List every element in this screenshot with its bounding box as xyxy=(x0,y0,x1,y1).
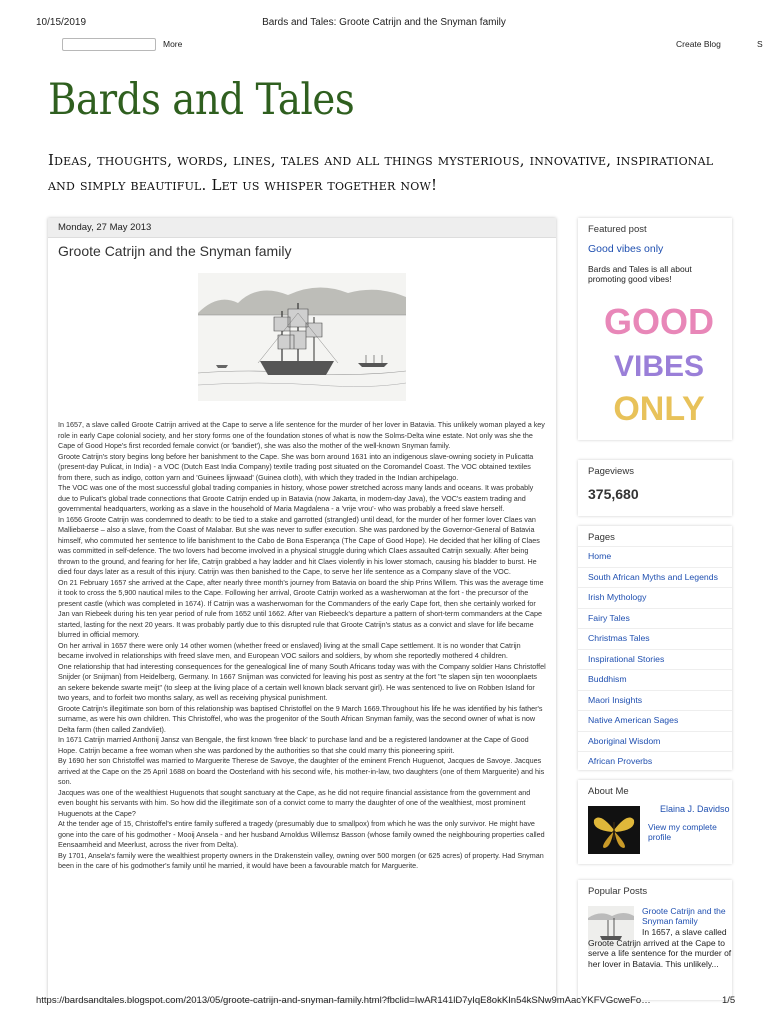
page-link-fairy-tales[interactable]: Fairy Tales xyxy=(578,608,732,629)
view-profile-link[interactable]: View my complete profile xyxy=(648,822,717,842)
featured-post-link[interactable]: Good vibes only xyxy=(588,243,664,255)
blogger-navbar xyxy=(0,36,768,54)
post-paragraph: By 1690 her son Christoffel was married to Marguerite Therese de Savoye, the daughter of the eminent French Huguenot, Jacques de Savoye. Jacques arrived at the Cape on the 25 April 1688 on board the Oosterland with his second wife, his mother-in-law, two daughters (one of them Marguerite) and his son. xyxy=(58,756,545,786)
post-paragraph: By 1701, Ansela's family were the wealthiest property owners in the Drakenstein valley, owning over 500 morgen (or 625 acres) of property. Had Snyman been in the care of his godmother's family until he married, it would have been a favourable match for Marguerite. xyxy=(58,850,544,870)
print-date: 10/15/2019 xyxy=(36,17,87,28)
popular-post-title-link[interactable]: Groote Catrijn and the Snyman family xyxy=(642,906,726,926)
about-me-heading: About Me xyxy=(588,786,629,797)
featured-post-description: Bards and Tales is all about promoting good vibes! xyxy=(588,264,692,284)
post-paragraph: In 1671 Catrijn married Anthonij Jansz van Bengale, the first known 'free black' to purchase land and be a registered landowner at the Cape of Good Hope. Catrijn became a free woman when she was pardoned by the authorities so that she could marry this pioneering spirit. xyxy=(58,735,529,755)
post-title: Groote Catrijn and the Snyman family xyxy=(58,243,292,259)
post-paragraph: In 1657, a slave called Groote Catrijn arrived at the Cape to serve a life sentence for the murder of her lover in Batavia. This unlikely woman played a key role in early Cape colonial society, and her story forms one of the foundation stones of what is now the Solms-Delta wine estate. Not only was she the Cape of Good Hope's first recorded female convict (or 'bandiet'), she was also the mother of the well-known Snyman family. xyxy=(58,420,545,450)
pages-heading: Pages xyxy=(588,532,615,543)
about-me-widget xyxy=(578,780,732,864)
pageviews-heading: Pageviews xyxy=(588,466,634,477)
print-url: https://bardsandtales.blogspot.com/2013/05/groote-catrijn-and-snyman-family.html?fbclid=IwAR141lD7yIqE8okKIn54kSNw9mAacYKFVGcweFo… xyxy=(36,995,651,1006)
blog-header xyxy=(48,70,748,198)
print-page-number: 1/5 xyxy=(722,995,736,1006)
good-vibes-image[interactable] xyxy=(603,294,715,429)
more-link[interactable]: More xyxy=(163,39,183,49)
blog-title[interactable]: Bards and Tales xyxy=(48,75,355,125)
butterfly-avatar-image[interactable] xyxy=(588,806,640,854)
featured-post-widget xyxy=(578,218,732,440)
pageviews-widget xyxy=(578,460,732,516)
page-link-native-american-sages[interactable]: Native American Sages xyxy=(578,710,732,731)
post-paragraph: At the tender age of 15, Christoffel's entire family suffered a tragedy (presumably due to smallpox) from which he was the only survivor. He might have gone into the care of his godmother - Mooij Ansela - and her husband Arnoldus Willemsz Basson (whose family owned the neighbouring properties called Eensaamheid and Meerlust, across the river from Delta). xyxy=(58,819,545,849)
navbar-search-input[interactable] xyxy=(62,38,156,51)
page-link-christmas-tales[interactable]: Christmas Tales xyxy=(578,628,732,649)
post-paragraph: Groote Catrijn's story begins long before her banishment to the Cape. She was born around 1631 into an indigenous slave-owning society in Pulicatta (present-day Pulicat, in India) - a VOC (Dutch East India Company) textile trading post situated on the Coromandel Coast. The VOC obtained textiles from there, such as indigo, cotton yarn and 'Guinees lijnwaad' (Guinea cloth), with which they traded in the Indian archipelago. xyxy=(58,451,534,482)
good-vibes-line-1: GOOD xyxy=(603,301,715,342)
print-header xyxy=(0,0,768,40)
post-paragraph: On her arrival in 1657 there were only 14 other women (whether freed or enslaved) living at the small Cape settlement. It is no wonder that Catrijn became involved in relationships with freed slave men, and European VOC sailors and soldiers, by whom she reportedly mothered 4 children. xyxy=(58,640,521,660)
post-body xyxy=(58,420,546,872)
sign-in-link[interactable]: S xyxy=(757,39,763,49)
pages-widget xyxy=(578,526,732,770)
page-link-aboriginal-wisdom[interactable]: Aboriginal Wisdom xyxy=(578,731,732,752)
popular-post-snippet: In 1657, a slave called Groote Catrijn arrived at the Cape to serve a life sentence for the murder of her lover in Batavia. This unlikely... xyxy=(588,927,732,969)
page-link-irish-mythology[interactable]: Irish Mythology xyxy=(578,587,732,608)
create-blog-link[interactable]: Create Blog xyxy=(676,39,721,49)
post-date: Monday, 27 May 2013 xyxy=(48,218,556,238)
pageviews-count: 375,680 xyxy=(588,486,639,502)
ship-illustration-image[interactable] xyxy=(198,273,406,401)
page-link-african-proverbs[interactable]: African Proverbs xyxy=(578,751,732,772)
post-paragraph: One relationship that had interesting consequences for the genealogical line of many South Africans today was with the Company soldier Hans Christoffel Snijder (or Snijman) from Heidelberg, Germany. In 1667 Snijman was convicted for leaving his post as sentry at the fort "te slapen sijn ten wooonplaets an sekere bekende swarte meijt" (to sleep at the living place of a certain well known black servant girl). He was sentenced to live on Robben Island for two years, and to forfeit two months salary, as well as receiving physical punishment. xyxy=(58,661,546,702)
post-card xyxy=(48,218,556,1000)
popular-posts-heading: Popular Posts xyxy=(588,886,648,897)
popular-posts-widget xyxy=(578,880,732,1000)
print-footer xyxy=(0,990,768,1024)
post-paragraph: Jacques was one of the wealthiest Huguenots that sought sanctuary at the Cape, as he did not require financial assistance from the government and even bought his servants with him. So how did the illegitimate son of a convict come to marry the daughter of one of the wealthiest, most prominent Huguenots at the Cape? xyxy=(58,787,531,818)
page-link-home[interactable]: Home xyxy=(578,546,732,567)
blog-tagline: Ideas, thoughts, words, lines, tales and all things mysterious, innovative, inspirational and simply beautiful. Let us whisper together now! xyxy=(48,151,714,194)
page-link-buddhism[interactable]: Buddhism xyxy=(578,669,732,690)
post-paragraph: Groote Catrijn's illegitimate son born of this relationship was baptised Christoffel on the 9 March 1669.Throughout his life he was identified by his father's surname, as were his own children. This Christoffel, who was the progenitor of the South African Snyman family, was the second owner of what is now Delta farm (then called Zandvliet). xyxy=(58,703,543,734)
post-paragraph: The VOC was one of the most successful global trading companies in history, whose power stretched across many lands and oceans. It was probably due to Pulicat's global trade connections that Groote Catrijn ended up in Batavia (now Jakarta, in modern-day Java), the VOC's eastern trading and governmental headquarters, working as a slave in the household of Maria Magdalena - a 'vrije vrou'- who was probably a freed slave herself. xyxy=(58,483,534,513)
post-paragraph: On 21 February 1657 she arrived at the Cape, after nearly three month's journey from Batavia on board the ship Prins Willem. This was the average time it took to cross the 5,900 nautical miles to the Cape. Following her arrival, Groote Catrijn worked as a washerwoman at the fort - the precursor of the present castle (which was completed in 1674). If Catrijn was a washerwoman for the Commanders of the early Cape fort, then she certainly worked for Jan van Riebeek during his ten year period of rule from 1652 until 1662. After van Riebeeck's departure a pattern of short-term commanders at the Cape started, lasting for the next 20 years. It was probably partly due to this disrupted rule that Groote Catrijn's status as a convict and slave for life became blurred in official memory. xyxy=(58,577,544,639)
featured-post-heading: Featured post xyxy=(588,224,647,235)
post-paragraph: In 1656 Groote Catrijn was condemned to death: to be tied to a stake and garrotted (strangled) until dead, for the murder of her former lover Claes van Malliebaerse – also a slave, from the Coast of Malabar. But she was never to suffer execution. She was pardoned by the Governor-General of Batavia himself, who commuted her sentence to life banishment to the Cabo de Bona Esperança (The Cape of Good Hope). He decided that her killing of Claes was committed in self-defence. The two lovers had become involved in a physical struggle during which Claes assaulted Catrijn sexually. After being thrown to the ground, and fearing for her life, Catrijn grabbed a hay ladder and hit Claes violently in his lower stomach, causing his bladder to burst. He died four days later as a result of this injury. Catrijn was then banished to the Cape, to serve her life sentence as a Company slave of the VOC. xyxy=(58,514,540,576)
good-vibes-line-3: ONLY xyxy=(613,390,705,428)
page-link-inspirational-stories[interactable]: Inspirational Stories xyxy=(578,649,732,670)
author-name-link[interactable]: Elaina J. Davidso xyxy=(660,804,730,814)
print-title: Bards and Tales: Groote Catrijn and the Snyman family xyxy=(262,17,506,28)
page-link-south-african-myths[interactable]: South African Myths and Legends xyxy=(578,567,732,588)
good-vibes-line-2: VIBES xyxy=(613,350,705,383)
pages-list xyxy=(578,546,732,772)
page-link-maori-insights[interactable]: Maori Insights xyxy=(578,690,732,711)
